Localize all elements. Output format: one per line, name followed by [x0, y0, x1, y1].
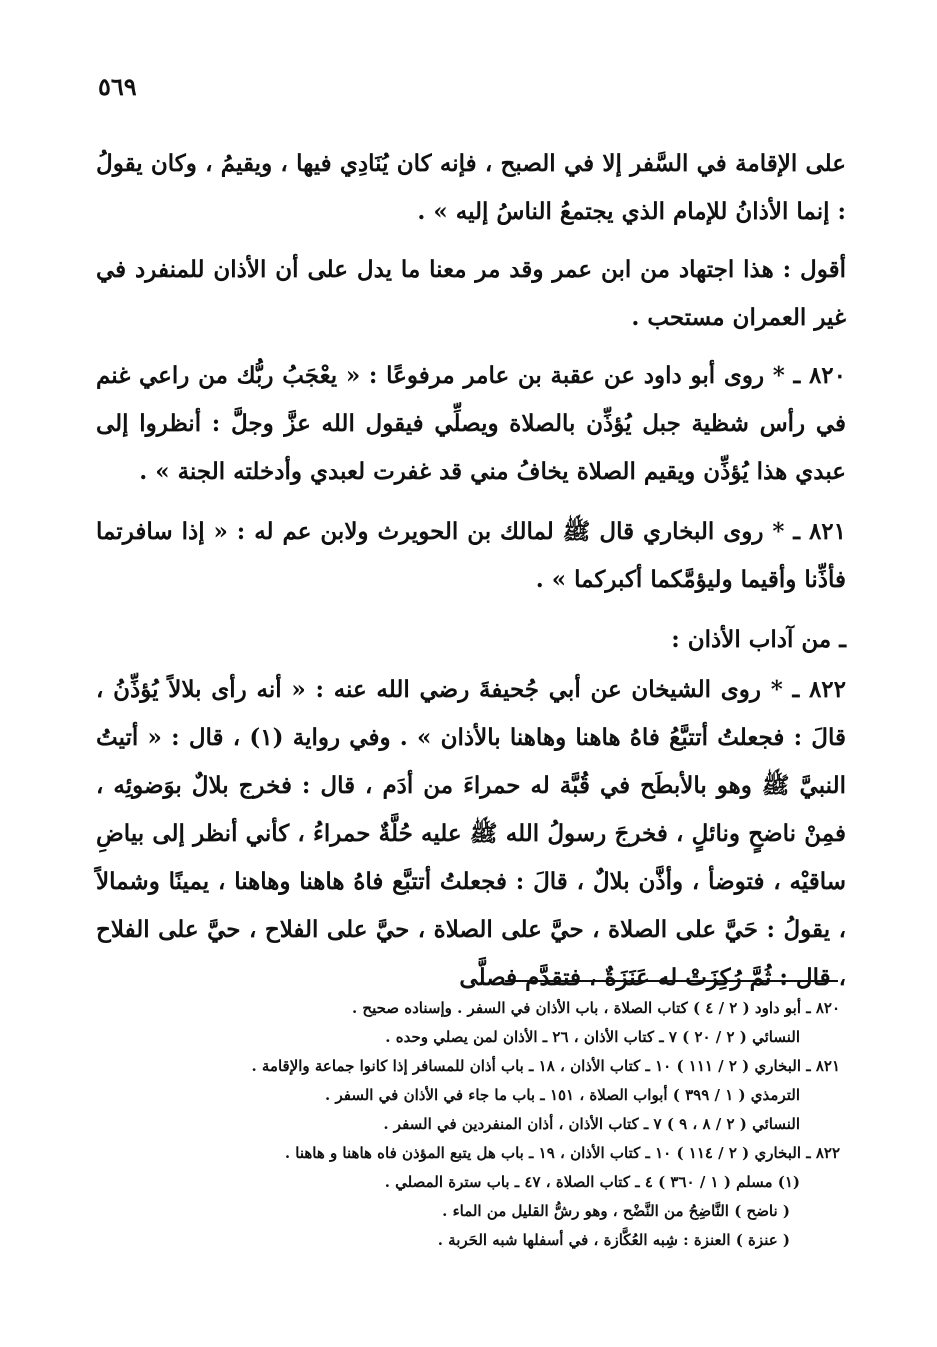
section-heading: [96, 616, 846, 664]
footnote-item: ٨٢٢ ـ البخاري ( ٢ / ١١٤ ) ١٠ ـ كتاب الأذان ، ١٩ ـ باب هل يتبع المؤذن فاه هاهنا و هاهنا .: [284, 1144, 840, 1162]
paragraph-text: على الإقامة في السَّفر إلا في الصبح ، فإنه كان يُنَادِي فيها ، ويقيمُ ، وكان يقولُ : إنما الأذانُ للإمام الذي يجتمعُ الناسُ إليه » .: [96, 150, 846, 225]
footnote-divider: [505, 980, 838, 982]
footnote-item: النسائي ( ٢ / ٨ ، ٩ ) ٧ ـ كتاب الأذان ، أذان المنفردين في السفر .: [383, 1115, 800, 1133]
paragraph-comment: [96, 246, 846, 342]
paragraph-intro: [96, 140, 846, 236]
footnote-item: (١) مسلم ( ١ / ٣٦٠ ) ٤ ـ كتاب الصلاة ، ٤٧ ـ باب سترة المصلي .: [384, 1173, 800, 1191]
paragraph-text: ٨٢٠ ـ * روى أبو داود عن عقبة بن عامر مرفوعًا : « يعْجَبُ ربُّك من راعي غنم في رأس شظية جبل يُؤذِّن بالصلاة ويصلِّي فيقول الله عزَّ وجلَّ : أنظروا إلى عبدي هذا يُؤذِّن ويقيم الصلاة يخافُ مني قد غفرت لعبدي وأدخلته الجنة » .: [96, 362, 846, 485]
page-number: ٥٦٩: [98, 72, 137, 101]
footnote-item: ( عنزة ) العنزة : شِبه العُكَّازة ، في أسفلها شبه الحَربة .: [437, 1231, 790, 1249]
paragraph-text: ٨٢١ ـ * روى البخاري قال ﷺ لمالك بن الحويرث ولابن عم له : « إذا سافرتما فأذِّنا وأقيما وليؤمَّكما أكبركما » .: [96, 518, 846, 593]
hadith-820: [96, 352, 846, 496]
paragraph-text: ٨٢٢ ـ * روى الشيخان عن أبي جُحيفةَ رضي الله عنه : « أنه رأى بلالاً يُؤذِّنُ ، قالَ : فجعلتُ أتتبَّعُ فاهُ هاهنا وهاهنا بالأذان » . وفي رواية (١) ، قال : « أتيتُ النبيَّ ﷺ وهو بالأبطَح في قُبَّة له حمراءَ من أدَم ، قال : فخرج بلالٌ بوَضوئِه ، فمِنْ ناضحٍ ونائلٍ ، فخرجَ رسولُ الله ﷺ عليه حُلَّةٌ حمراءُ ، كأني أنظر إلى بياضِ ساقيْه ، فتوضأ ، وأذَّن بلالٌ ، قالَ : فجعلتُ أتتبَّع فاهُ هاهنا وهاهنا ، يمينًا وشمالاً ، يقولُ : حَيَّ على الصلاة ، حيَّ على الصلاة ، حيَّ على الفلاح ، حيَّ على الفلاح ، قال : ثُمَّ رُكِزَتْ له عَنَزَةٌ ، فتقدَّم فصلَّى: [96, 676, 846, 991]
footnote-item: ٨٢١ ـ البخاري ( ٢ / ١١١ ) ١٠ ـ كتاب الأذان ، ١٨ ـ باب أذان للمسافر إذا كانوا جماعة والإقامة .: [251, 1057, 840, 1075]
hadith-822: [96, 666, 846, 1002]
section-heading-text: ـ من آداب الأذان :: [671, 626, 846, 653]
footnote-item: النسائي ( ٢ / ٢٠ ) ٧ ـ كتاب الأذان ، ٢٦ ـ الأذان لمن يصلي وحده .: [385, 1028, 800, 1046]
footnote-item: ٨٢٠ ـ أبو داود ( ٢ / ٤ ) كتاب الصلاة ، باب الأذان في السفر . وإسناده صحيح .: [351, 999, 840, 1017]
hadith-821: [96, 508, 846, 604]
footnote-item: ( ناضح ) النَّاضِحُ من النَّضْح ، وهو رشُّ القليل من الماء .: [442, 1202, 790, 1220]
paragraph-text: أقول : هذا اجتهاد من ابن عمر وقد مر معنا ما يدل على أن الأذان للمنفرد في غير العمران مستحب .: [96, 256, 846, 331]
footnote-item: الترمذي ( ١ / ٣٩٩ ) أبواب الصلاة ، ١٥١ ـ باب ما جاء في الأذان في السفر .: [325, 1086, 800, 1104]
footnotes: [200, 994, 840, 1255]
